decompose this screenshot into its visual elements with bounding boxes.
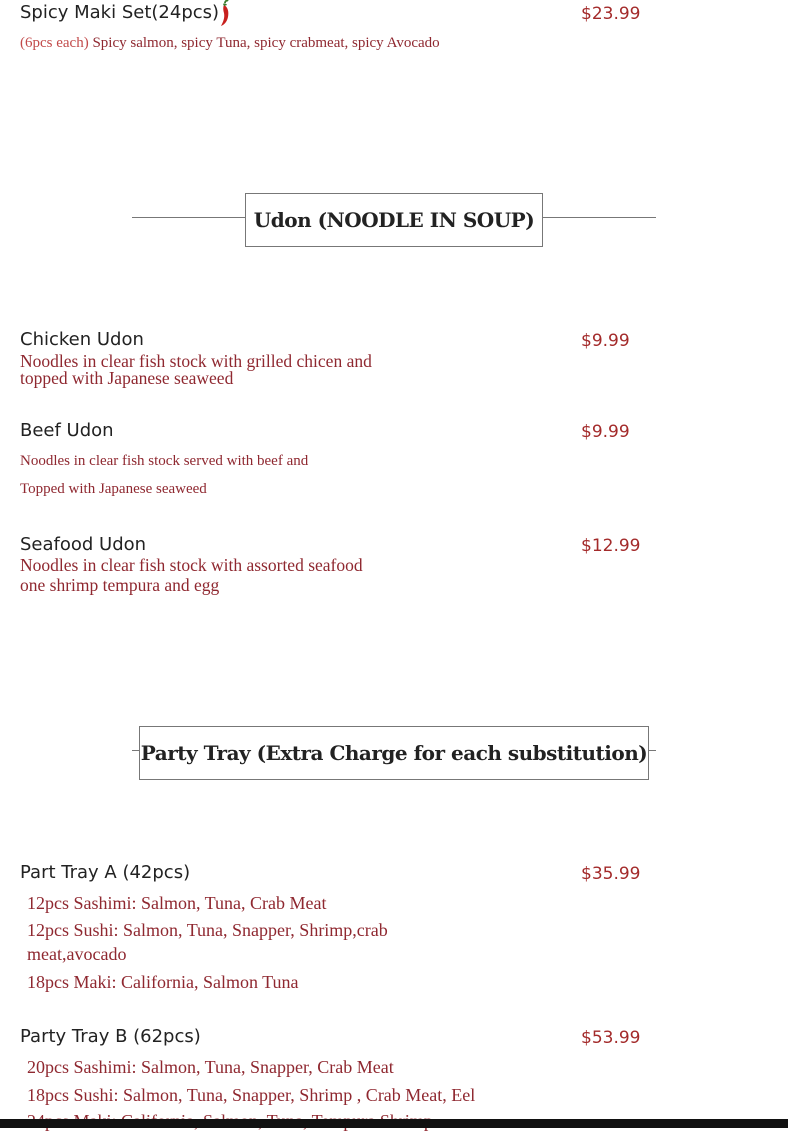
party-tray-b-line-1: 20pcs Sashimi: Salmon, Tuna, Snapper, Crab Meat — [27, 1057, 394, 1077]
item-price-chicken-udon: $9.99 — [581, 331, 630, 351]
section-title-udon: Udon (NOODLE IN SOUP) — [245, 193, 543, 247]
section-title-party-tray: Party Tray (Extra Charge for each substitution) — [139, 726, 649, 780]
party-tray-a-line-1: 12pcs Sashimi: Salmon, Tuna, Crab Meat — [27, 893, 327, 913]
party-tray-b-line-2: 18pcs Sushi: Salmon, Tuna, Snapper, Shrimp , Crab Meat, Eel — [27, 1085, 476, 1105]
item-price-spicy-maki: $23.99 — [581, 4, 641, 24]
desc-text: Spicy salmon, spicy Tuna, spicy crabmeat, spicy Avocado — [92, 35, 440, 51]
item-price-party-tray-b: $53.99 — [581, 1028, 641, 1048]
item-name-party-tray-a: Part Tray A (42pcs) — [20, 862, 191, 883]
item-description-beef-udon-line1: Noodles in clear fish stock served with beef and — [20, 453, 309, 469]
item-description-beef-udon-line2: Topped with Japanese seaweed — [20, 481, 207, 497]
item-price-party-tray-a: $35.99 — [581, 864, 641, 884]
item-name-seafood-udon: Seafood Udon — [20, 534, 147, 555]
party-tray-a-line-3: 18pcs Maki: California, Salmon Tuna — [27, 972, 299, 992]
desc-prefix: (6pcs each) — [20, 35, 93, 51]
item-name-beef-udon: Beef Udon — [20, 420, 114, 441]
chili-pepper-icon — [216, 0, 234, 27]
item-description-chicken-udon: Noodles in clear fish stock with grilled chicen and topped with Japanese seaweed — [20, 351, 372, 388]
party-tray-a-line-2: 12pcs Sushi: Salmon, Tuna, Snapper, Shrimp,crab meat,avocado — [27, 920, 388, 964]
item-name-chicken-udon: Chicken Udon — [20, 329, 144, 350]
item-name-party-tray-b: Party Tray B (62pcs) — [20, 1026, 201, 1047]
item-description-seafood-udon: Noodles in clear fish stock with assorted seafood one shrimp tempura and egg — [20, 555, 363, 595]
item-price-seafood-udon: $12.99 — [581, 536, 641, 556]
item-price-beef-udon: $9.99 — [581, 422, 630, 442]
item-name-spicy-maki: Spicy Maki Set(24pcs) — [20, 2, 220, 23]
bottom-bar — [0, 1119, 788, 1128]
item-description-spicy-maki — [20, 35, 440, 52]
